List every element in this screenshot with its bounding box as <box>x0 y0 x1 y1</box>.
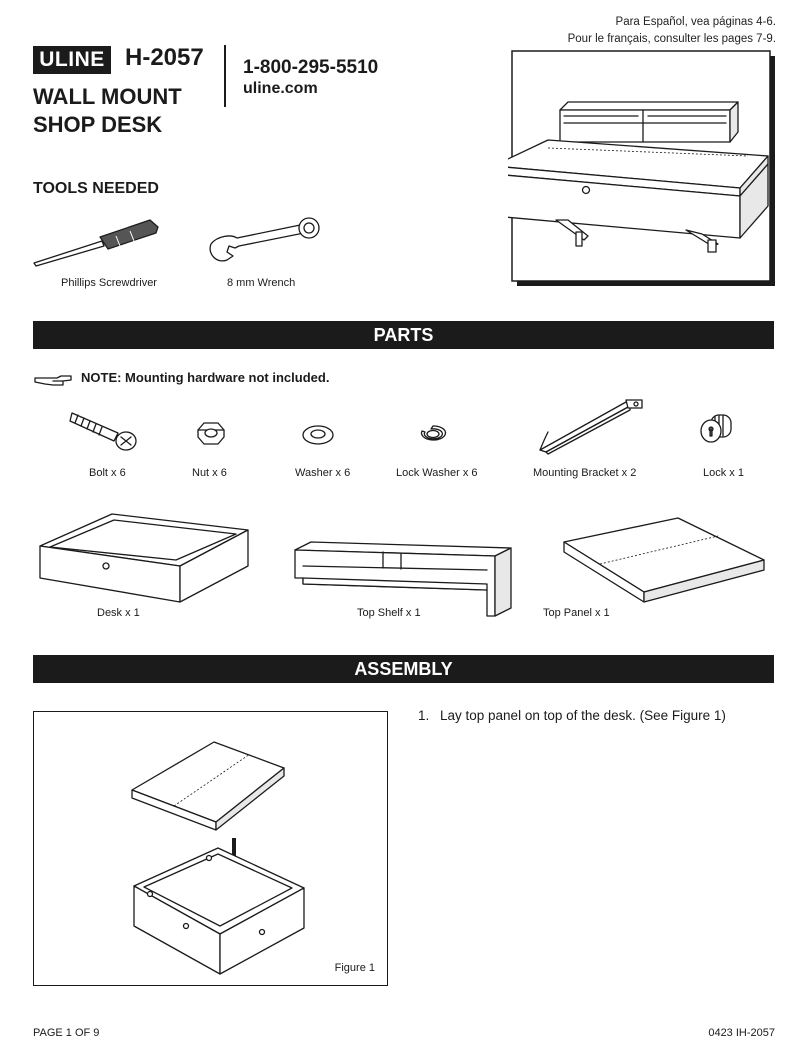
mounting-bracket-icon <box>534 394 646 456</box>
model-number: H-2057 <box>125 44 204 71</box>
screwdriver-icon <box>30 215 165 270</box>
step-number: 1. <box>418 708 430 723</box>
part-label-lock: Lock x 1 <box>703 467 744 479</box>
uline-logo: ULINE <box>33 46 111 74</box>
washer-icon <box>301 424 335 446</box>
part-label-mounting-bracket: Mounting Bracket x 2 <box>533 467 637 479</box>
top-shelf-icon <box>291 538 515 618</box>
top-panel-icon <box>560 512 768 612</box>
part-label-top-panel: Top Panel x 1 <box>543 607 610 619</box>
part-label-washer: Washer x 6 <box>295 467 351 479</box>
tool-label-screwdriver: Phillips Screwdriver <box>61 277 157 289</box>
lock-washer-icon <box>416 423 450 445</box>
header-divider <box>224 45 226 107</box>
nut-icon <box>194 420 228 450</box>
hardware-note: NOTE: Mounting hardware not included. <box>81 370 330 385</box>
document-code: 0423 IH-2057 <box>708 1027 775 1039</box>
pointing-hand-icon <box>33 372 73 388</box>
assembly-step-1 <box>418 708 726 723</box>
desk-icon <box>36 510 251 605</box>
tool-label-wrench: 8 mm Wrench <box>227 277 296 289</box>
product-title-line2: SHOP DESK <box>33 112 163 137</box>
figure-1-caption: Figure 1 <box>334 962 375 974</box>
bolt-icon <box>68 407 140 453</box>
spanish-pages-note: Para Español, vea páginas 4-6. <box>615 16 776 28</box>
lock-icon <box>697 411 737 449</box>
part-label-nut: Nut x 6 <box>192 467 227 479</box>
wrench-icon <box>205 212 325 267</box>
step-text: Lay top panel on top of the desk. (See Figure 1) <box>440 708 726 723</box>
tools-heading: TOOLS NEEDED <box>33 180 159 197</box>
product-illustration <box>508 48 776 288</box>
part-label-desk: Desk x 1 <box>97 607 140 619</box>
page-number: PAGE 1 OF 9 <box>33 1027 100 1039</box>
phone-number: 1-800-295-5510 <box>243 57 379 78</box>
website-link[interactable]: uline.com <box>243 80 318 97</box>
french-pages-note: Pour le français, consulter les pages 7-9. <box>567 33 776 45</box>
part-label-top-shelf: Top Shelf x 1 <box>357 607 421 619</box>
part-label-lock-washer: Lock Washer x 6 <box>396 467 478 479</box>
parts-section-header: PARTS <box>33 321 774 349</box>
assembly-section-header: ASSEMBLY <box>33 655 774 683</box>
figure-1-frame <box>33 711 388 986</box>
figure-1-illustration <box>34 712 387 985</box>
product-title-line1: WALL MOUNT <box>33 84 182 109</box>
part-label-bolt: Bolt x 6 <box>89 467 126 479</box>
